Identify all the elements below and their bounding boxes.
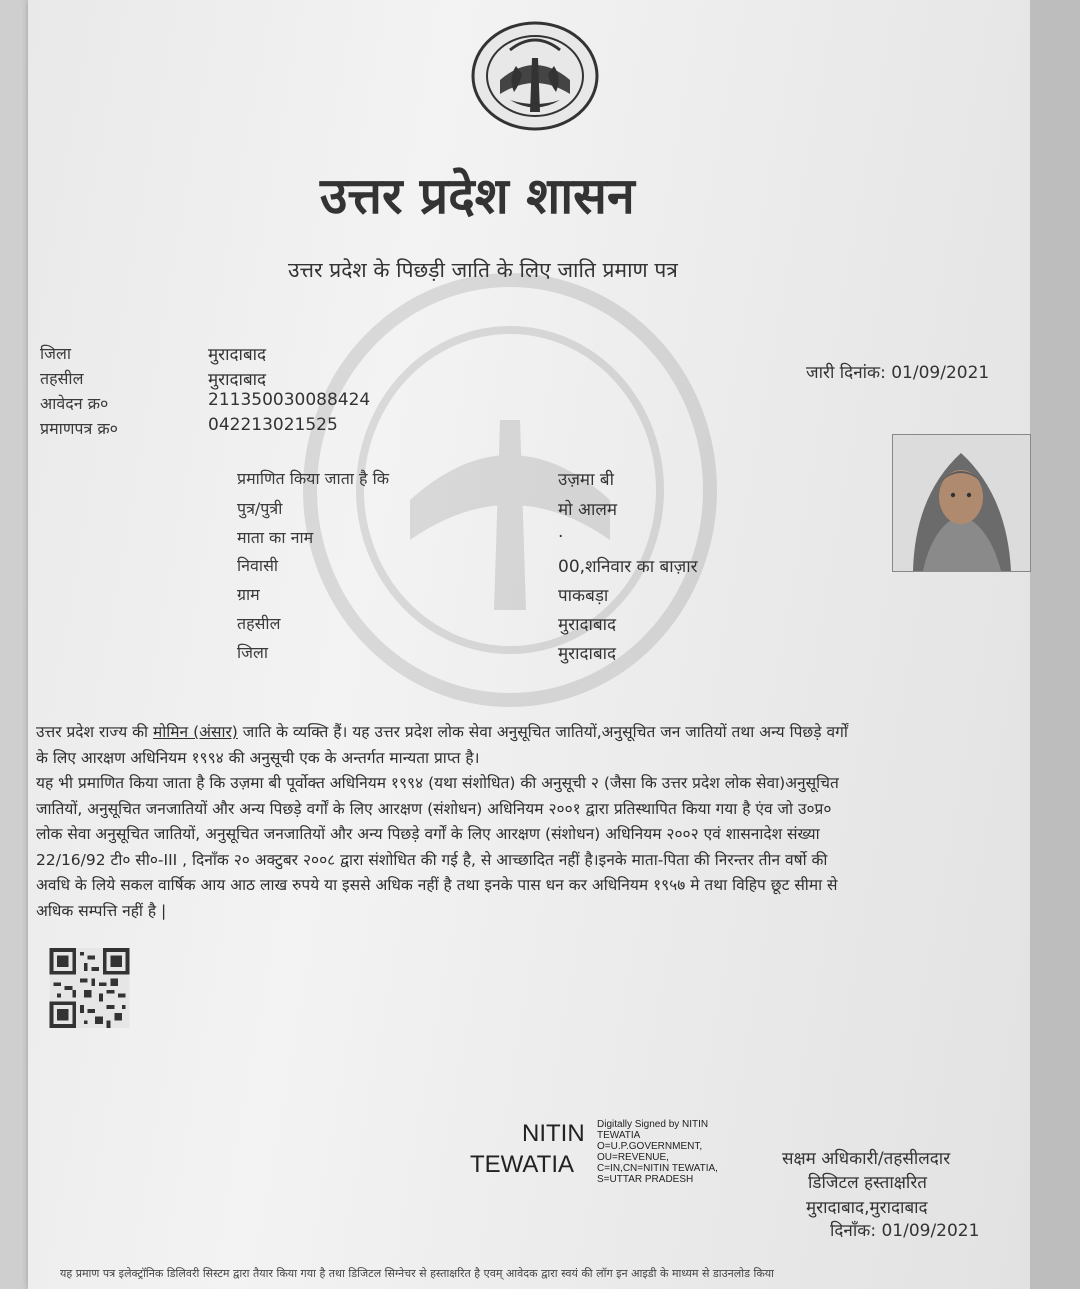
detail-value-father: मो आलम [558,500,618,520]
detail-label-district: जिला [237,643,269,662]
authority-digital: डिजिटल हस्ताक्षरित [808,1173,927,1193]
signatory-name-first: NITIN [522,1120,585,1147]
detail-value-mother: . [558,522,564,542]
issue-date: जारी दिनांक: 01/09/2021 [806,363,990,383]
background-edge [1030,0,1080,1289]
certificate-body [36,720,1031,924]
field-label-district: जिला [40,344,72,363]
up-government-emblem-icon [470,20,600,132]
authority-date: दिनाँक: 01/09/2021 [830,1221,980,1241]
detail-value-tehsil: मुरादाबाद [558,615,617,635]
digital-signature-line: C=IN,CN=NITIN TEWATIA, [597,1163,718,1174]
detail-value-resident: 00,शनिवार का बाज़ार [558,557,698,577]
body-line: लोक सेवा अनुसूचित जातियों, अनुसूचित जनजातियों और अन्य पिछड़े वर्गों के लिए आरक्षण (संशोधन) अधिनियम २००२ एवं शासनादेश संख्या [36,825,820,843]
field-value-district: मुरादाबाद [208,345,267,365]
qr-code-icon [48,948,131,1028]
field-value-tehsil: मुरादाबाद [208,370,267,390]
applicant-photo [892,434,1031,572]
body-line: अवधि के लिये सकल वार्षिक आय आठ लाख रुपये या इससे अधिक नहीं है तथा इनके पास धन कर अधिनियम १९५७ मे तथा विहिप छूट सीमा से [36,876,838,894]
field-label-tehsil: तहसील [40,369,84,388]
field-label-application-no: आवेदन क्र० [40,394,109,413]
field-value-certificate-no: 042213021525 [208,415,338,435]
digital-signature-line: Digitally Signed by NITIN [597,1119,709,1130]
body-line: 22/16/92 टी० सी०-III , दिनाँक २० अक्टुबर २००८ द्वारा संशोधित की गई है, से आच्छादित नहीं है।इनके माता-पिता की निरन्तर तीन वर्षो की [36,850,828,869]
detail-label-son-daughter: पुत्र/पुत्री [237,499,283,518]
digital-signature-line: OU=REVENUE, [597,1152,669,1163]
digital-signature-line: O=U.P.GOVERNMENT, [597,1141,703,1152]
detail-label-tehsil: तहसील [237,614,281,633]
body-line [36,720,1031,746]
body-text: उत्तर प्रदेश राज्य की [36,723,153,741]
footer-note: यह प्रमाण पत्र इलेक्ट्रॉनिक डिलिवरी सिस्टम द्वारा तैयार किया गया है तथा डिजिटल सिग्नेचर से हस्ताक्षरित है एवम् आवेदक द्वारा स्वयं की लॉग इन आइडी के माध्यम से डाउनलोड किया [60,1267,774,1280]
body-line: जातियों, अनुसूचित जनजातियों और अन्य पिछड़े वर्गों के लिए आरक्षण (संशोधन) अधिनियम २००१ द्वारा प्रतिस्थापित किया गया है एंव जो उ०प्र० [36,799,832,818]
authority-title: सक्षम अधिकारी/तहसीलदार [782,1149,951,1169]
body-line: अधिक सम्पत्ति नहीं है | [36,901,167,920]
page-title: उत्तर प्रदेश शासन [320,166,635,225]
detail-value-name: उज़मा बी [558,470,615,490]
watermark-emblem-icon [300,270,720,710]
digital-signature-line: S=UTTAR PRADESH [597,1174,694,1185]
field-value-application-no: 211350030088424 [208,390,371,410]
certificate-subtitle: उत्तर प्रदेश के पिछड़ी जाति के लिए जाति प्रमाण पत्र [288,258,678,282]
detail-value-village: पाकबड़ा [558,586,609,606]
body-line: के लिए आरक्षण अधिनियम १९९४ की अनुसूची एक के अन्तर्गत मान्यता प्राप्त है। [36,748,480,767]
detail-value-district: मुरादाबाद [558,644,617,664]
detail-label-mother: माता का नाम [237,528,314,547]
signatory-name-last: TEWATIA [470,1151,574,1178]
body-line: यह भी प्रमाणित किया जाता है कि उज़मा बी पूर्वोक्त अधिनियम १९९४ (यथा संशोधित) की अनुसूची २ (जैसा कि उत्तर प्रदेश लोक सेवा)अनुसूचित [36,774,839,792]
detail-label-resident: निवासी [237,556,279,575]
caste-name: मोमिन (अंसार) [152,723,238,741]
authority-location: मुरादाबाद,मुरादाबाद [806,1198,928,1218]
digital-signature-line: TEWATIA [597,1130,641,1141]
body-text: जाति के व्यक्ति हैं। यह उत्तर प्रदेश लोक सेवा अनुसूचित जातियों,अनुसूचित जन जातियों तथा अन्य पिछड़े वर्गों [237,723,848,741]
digital-signature-details [597,1119,718,1185]
detail-label-certified: प्रमाणित किया जाता है कि [237,469,390,488]
field-label-certificate-no: प्रमाणपत्र क्र० [40,419,118,438]
detail-label-village: ग्राम [237,585,260,604]
